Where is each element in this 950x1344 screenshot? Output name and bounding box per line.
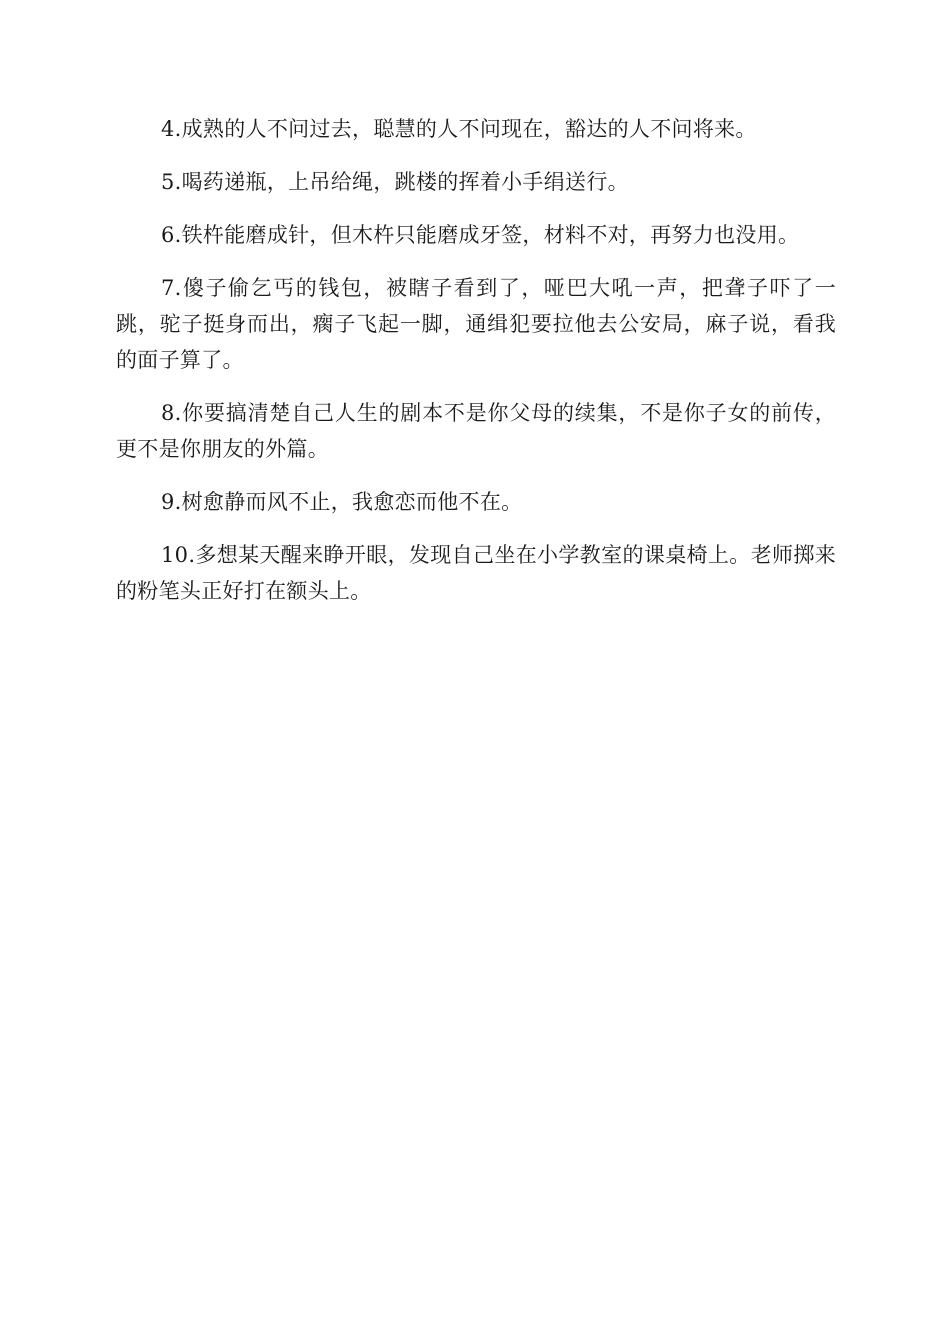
paragraph-4: 4.成熟的人不问过去，聪慧的人不问现在，豁达的人不问将来。 bbox=[161, 117, 757, 141]
paragraph-10: 10.多想某天醒来睁开眼，发现自己坐在小学教室的课桌椅上。老师掷来的粉笔头正好打在额头上。 bbox=[116, 543, 836, 603]
paragraph-6: 6.铁杵能磨成针，但木杵只能磨成牙签，材料不对，再努力也没用。 bbox=[161, 223, 800, 247]
document-body bbox=[116, 111, 836, 626]
paragraph-5: 5.喝药递瓶，上吊给绳，跳楼的挥着小手绢送行。 bbox=[161, 170, 629, 194]
paragraph-7: 7.傻子偷乞丐的钱包，被瞎子看到了，哑巴大吼一声，把聋子吓了一跳，驼子挺身而出，瘸子飞起一脚，通缉犯要拉他去公安局，麻子说，看我的面子算了。 bbox=[116, 276, 836, 372]
paragraph-9: 9.树愈静而风不止，我愈恋而他不在。 bbox=[161, 490, 523, 514]
paragraph-8: 8.你要搞清楚自己人生的剧本不是你父母的续集，不是你子女的前传，更不是你朋友的外篇。 bbox=[116, 401, 836, 461]
